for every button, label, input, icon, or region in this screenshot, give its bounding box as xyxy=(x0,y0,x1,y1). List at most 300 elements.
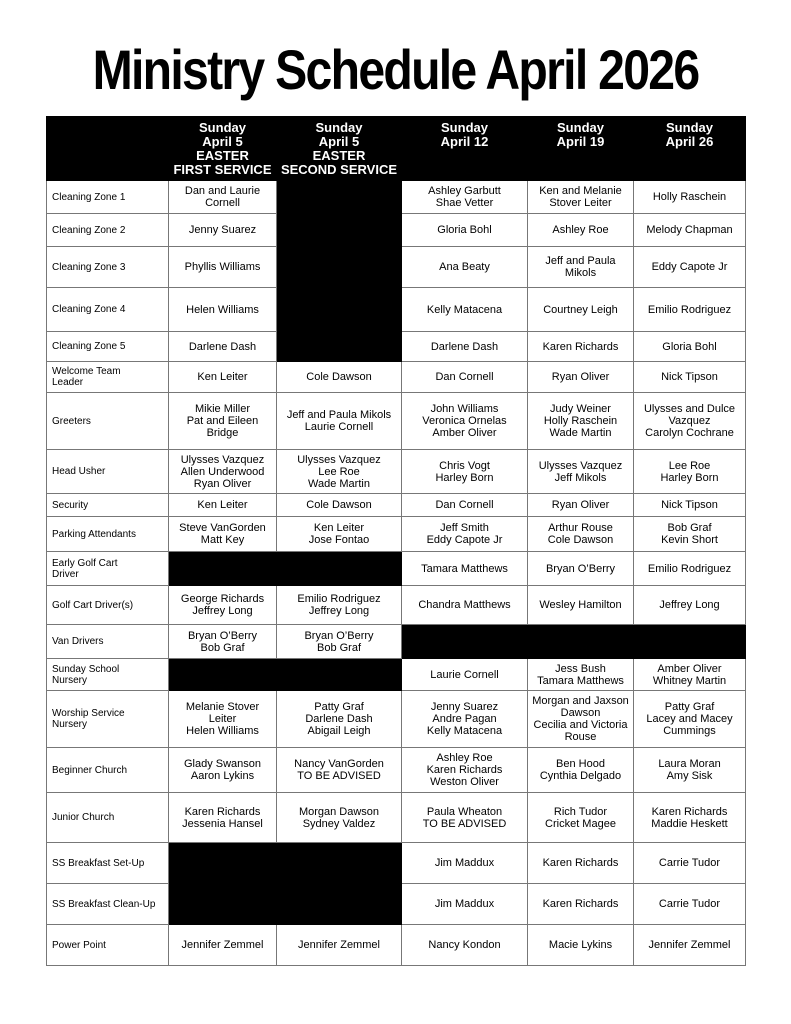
volunteer-name: Ashley Roe xyxy=(436,752,493,764)
row-label-line: Junior Church xyxy=(52,812,115,823)
volunteer-name: Whitney Martin xyxy=(652,674,727,687)
volunteer-name: Cecilia and Victoria xyxy=(533,719,628,731)
volunteer-name: George Richards xyxy=(180,593,265,605)
volunteer-name: Harley Born xyxy=(660,471,719,484)
volunteer-name: Laura Moran xyxy=(658,758,721,770)
row-label xyxy=(47,181,169,214)
schedule-cell xyxy=(528,393,634,450)
schedule-cell xyxy=(402,659,528,691)
header-line: FIRST SERVICE xyxy=(173,162,272,177)
volunteer-name: Nick Tipson xyxy=(661,371,718,383)
blocked-cell xyxy=(169,659,277,691)
schedule-cell xyxy=(277,925,402,966)
volunteer-name: Bob Graf xyxy=(667,522,712,534)
volunteer-name: Matt Key xyxy=(200,534,245,546)
schedule-cell xyxy=(528,517,634,552)
schedule-cell xyxy=(169,214,277,247)
schedule-cell xyxy=(528,450,634,494)
volunteer-name: Patty Graf xyxy=(664,701,715,713)
schedule-cell xyxy=(528,586,634,625)
row-label xyxy=(47,586,169,625)
row-label-line: Golf Cart Driver(s) xyxy=(52,599,134,611)
volunteer-name: TO BE ADVISED xyxy=(422,817,507,830)
schedule-cell xyxy=(634,517,746,552)
row-label-line: Parking Attendants xyxy=(52,528,136,540)
schedule-cell xyxy=(528,362,634,393)
volunteer-name: Karen Richards xyxy=(542,340,619,353)
row-label-line: Leader xyxy=(52,377,84,388)
header-row xyxy=(47,117,746,181)
row-label-line: Driver xyxy=(52,568,79,580)
schedule-cell xyxy=(402,552,528,586)
schedule-cell xyxy=(402,393,528,450)
volunteer-name: Veronica Ornelas xyxy=(422,415,507,427)
volunteer-name: Cornell xyxy=(205,197,240,209)
volunteer-name: Dan Cornell xyxy=(435,499,494,511)
volunteer-name: Amber Oliver xyxy=(432,427,497,439)
schedule-cell xyxy=(277,625,402,659)
volunteer-name: Mikols xyxy=(564,267,597,279)
volunteer-name: Phyllis Williams xyxy=(184,261,261,273)
schedule-cell xyxy=(528,659,634,691)
row-label-line: Security xyxy=(52,499,89,511)
header-cell xyxy=(277,117,402,181)
volunteer-name: Wade Martin xyxy=(549,427,612,439)
volunteer-name: Steve VanGorden xyxy=(179,522,266,534)
schedule-cell xyxy=(277,393,402,450)
volunteer-name: Jeff Mikols xyxy=(554,471,607,484)
volunteer-name: Kelly Matacena xyxy=(426,303,503,316)
header-line: Sunday xyxy=(315,120,363,135)
row-label xyxy=(47,925,169,966)
volunteer-name: Chandra Matthews xyxy=(418,599,511,611)
volunteer-name: Tamara Matthews xyxy=(421,562,508,575)
volunteer-name: Karen Richards xyxy=(542,898,619,910)
volunteer-name: Dan and Laurie xyxy=(184,185,261,197)
volunteer-name: Patty Graf xyxy=(314,701,364,713)
schedule-cell xyxy=(528,691,634,748)
volunteer-name: Nancy VanGorden xyxy=(294,758,384,770)
schedule-cell xyxy=(169,332,277,362)
schedule-cell xyxy=(634,659,746,691)
blocked-cell xyxy=(277,288,402,332)
volunteer-name: Tamara Matthews xyxy=(537,674,624,687)
row-label-line: Greeters xyxy=(52,415,91,427)
volunteer-name: Bryan O’Berry xyxy=(304,629,374,642)
volunteer-name: Holly Raschein xyxy=(652,191,727,203)
schedule-cell xyxy=(634,691,746,748)
blocked-cell xyxy=(277,552,402,586)
volunteer-name: Leiter xyxy=(208,713,237,725)
volunteer-name: Shae Vetter xyxy=(435,197,494,209)
volunteer-name: Lee Roe xyxy=(318,465,360,478)
schedule-cell xyxy=(169,288,277,332)
volunteer-name: Cynthia Delgado xyxy=(539,770,622,782)
header-cell xyxy=(528,117,634,181)
table-row xyxy=(47,393,746,450)
header-cell xyxy=(169,117,277,181)
schedule-cell xyxy=(402,181,528,214)
row-label-line: Cleaning Zone 5 xyxy=(52,341,126,352)
blocked-cell xyxy=(634,625,746,659)
row-label-line: Cleaning Zone 1 xyxy=(52,191,126,203)
row-label xyxy=(47,247,169,288)
schedule-cell xyxy=(634,362,746,393)
blocked-cell xyxy=(277,884,402,925)
volunteer-name: Karen Richards xyxy=(651,805,728,818)
row-label xyxy=(47,517,169,552)
blocked-cell xyxy=(528,625,634,659)
schedule-cell xyxy=(528,288,634,332)
volunteer-name: Ulysses Vazquez xyxy=(180,453,265,466)
volunteer-name: Judy Weiner xyxy=(550,403,611,415)
volunteer-name: Bob Graf xyxy=(200,641,245,654)
schedule-cell xyxy=(169,691,277,748)
volunteer-name: Emilio Rodriguez xyxy=(297,593,381,605)
schedule-cell xyxy=(528,748,634,793)
volunteer-name: Carrie Tudor xyxy=(658,898,721,910)
row-label-line: Cleaning Zone 4 xyxy=(52,304,126,315)
row-label xyxy=(47,362,169,393)
volunteer-name: Jessenia Hansel xyxy=(182,817,263,830)
volunteer-name: Wesley Hamilton xyxy=(539,599,622,611)
volunteer-name: Rich Tudor xyxy=(553,805,608,818)
row-label xyxy=(47,552,169,586)
volunteer-name: Dan Cornell xyxy=(435,371,494,383)
blocked-cell xyxy=(277,659,402,691)
schedule-cell xyxy=(277,748,402,793)
volunteer-name: Bryan O’Berry xyxy=(187,629,258,642)
table-row xyxy=(47,625,746,659)
volunteer-name: Eddy Capote Jr xyxy=(426,534,503,546)
schedule-cell xyxy=(634,214,746,247)
schedule-cell xyxy=(169,393,277,450)
volunteer-name: Macie Lykins xyxy=(548,939,613,951)
row-label xyxy=(47,843,169,884)
row-label xyxy=(47,393,169,450)
volunteer-name: Ulysses Vazquez xyxy=(297,453,381,466)
row-label-line: Cleaning Zone 2 xyxy=(52,224,126,236)
schedule-cell xyxy=(169,362,277,393)
volunteer-name: Ashley Roe xyxy=(552,224,609,236)
volunteer-name: Ryan Oliver xyxy=(193,477,252,490)
volunteer-name: Gloria Bohl xyxy=(662,340,717,353)
volunteer-name: Karen Richards xyxy=(184,805,261,818)
row-label xyxy=(47,793,169,843)
volunteer-name: Darlene Dash xyxy=(305,713,373,725)
blocked-cell xyxy=(169,843,277,884)
table-row xyxy=(47,843,746,884)
table-row xyxy=(47,247,746,288)
header-line: April 12 xyxy=(440,134,489,149)
volunteer-name: Stover Leiter xyxy=(549,197,612,209)
schedule-cell xyxy=(169,247,277,288)
header-line: EASTER xyxy=(196,148,249,163)
volunteer-name: Darlene Dash xyxy=(188,340,257,353)
volunteer-name: Lee Roe xyxy=(668,459,711,472)
row-label-line: Worship Service xyxy=(52,708,125,719)
schedule-cell xyxy=(402,748,528,793)
header-line: EASTER xyxy=(312,148,366,163)
table-row xyxy=(47,288,746,332)
header-corner xyxy=(47,117,169,181)
volunteer-name: Ashley Garbutt xyxy=(428,185,501,197)
row-label-line: Welcome Team xyxy=(52,366,121,377)
row-label xyxy=(47,214,169,247)
page-title: Ministry Schedule April 2026 xyxy=(92,38,699,101)
schedule-cell xyxy=(169,925,277,966)
volunteer-name: Arthur Rouse xyxy=(548,522,613,534)
volunteer-name: Ryan Oliver xyxy=(551,499,610,511)
schedule-cell xyxy=(634,288,746,332)
schedule-cell xyxy=(402,925,528,966)
schedule-cell xyxy=(634,450,746,494)
schedule-cell xyxy=(402,332,528,362)
row-label-line: Nursery xyxy=(52,674,88,686)
volunteer-name: Jennifer Zemmel xyxy=(648,939,731,951)
header-line: Sunday xyxy=(557,120,604,135)
volunteer-name: TO BE ADVISED xyxy=(297,770,381,782)
volunteer-name: Courtney Leigh xyxy=(543,303,618,316)
volunteer-name: Vazquez xyxy=(668,415,711,427)
volunteer-name: Ken Leiter xyxy=(197,499,248,511)
blocked-cell xyxy=(169,552,277,586)
schedule-cell xyxy=(402,691,528,748)
schedule-cell xyxy=(402,843,528,884)
schedule-cell xyxy=(402,247,528,288)
table-row xyxy=(47,450,746,494)
table-row xyxy=(47,659,746,691)
schedule-cell xyxy=(528,843,634,884)
row-label xyxy=(47,494,169,517)
schedule-cell xyxy=(402,214,528,247)
row-label-line: Cleaning Zone 3 xyxy=(52,261,126,273)
table-row xyxy=(47,884,746,925)
schedule-cell xyxy=(634,884,746,925)
row-label xyxy=(47,659,169,691)
volunteer-name: Jennifer Zemmel xyxy=(298,939,380,951)
row-label-line: Sunday School xyxy=(52,663,120,675)
schedule-cell xyxy=(528,494,634,517)
schedule-cell xyxy=(528,884,634,925)
volunteer-name: Nancy Kondon xyxy=(428,939,501,951)
schedule-cell xyxy=(634,247,746,288)
schedule-cell xyxy=(277,450,402,494)
table-row xyxy=(47,332,746,362)
schedule-cell xyxy=(169,625,277,659)
volunteer-name: Jim Maddux xyxy=(434,857,495,869)
volunteer-name: Ryan Oliver xyxy=(551,371,610,383)
schedule-cell xyxy=(169,181,277,214)
header-line: Sunday xyxy=(441,120,488,135)
volunteer-name: Sydney Valdez xyxy=(302,817,376,830)
blocked-cell xyxy=(277,247,402,288)
volunteer-name: Morgan and Jaxson xyxy=(532,695,629,707)
volunteer-name: Andre Pagan xyxy=(432,713,497,725)
schedule-cell xyxy=(402,494,528,517)
volunteer-name: Jeffrey Long xyxy=(192,605,253,617)
volunteer-name: Aaron Lykins xyxy=(190,770,255,782)
blocked-cell xyxy=(169,884,277,925)
volunteer-name: Dawson xyxy=(560,707,601,719)
schedule-cell xyxy=(528,552,634,586)
volunteer-name: Harley Born xyxy=(435,471,494,484)
volunteer-name: Allen Underwood xyxy=(180,465,265,478)
schedule-cell xyxy=(634,552,746,586)
table-row xyxy=(47,362,746,393)
row-label-line: SS Breakfast Set-Up xyxy=(52,857,145,869)
volunteer-name: Carrie Tudor xyxy=(658,857,721,869)
row-label-line: SS Breakfast Clean-Up xyxy=(52,898,156,910)
schedule-cell xyxy=(402,517,528,552)
row-label xyxy=(47,691,169,748)
schedule-cell xyxy=(277,362,402,393)
schedule-cell xyxy=(634,843,746,884)
volunteer-name: Pat and Eileen xyxy=(186,415,259,427)
row-label xyxy=(47,625,169,659)
table-row xyxy=(47,586,746,625)
volunteer-name: Laurie Cornell xyxy=(304,421,374,433)
volunteer-name: Gloria Bohl xyxy=(437,224,492,236)
volunteer-name: Nick Tipson xyxy=(661,499,718,511)
schedule-cell xyxy=(277,793,402,843)
schedule-cell xyxy=(169,586,277,625)
volunteer-name: Carolyn Cochrane xyxy=(645,427,734,439)
header-line: April 5 xyxy=(202,134,243,149)
blocked-cell xyxy=(277,181,402,214)
schedule-cell xyxy=(277,586,402,625)
header-line: April 5 xyxy=(318,134,360,149)
volunteer-name: Helen Williams xyxy=(186,303,259,316)
schedule-cell xyxy=(634,586,746,625)
schedule-cell xyxy=(277,691,402,748)
volunteer-name: Ulysses and Dulce xyxy=(643,403,736,415)
volunteer-name: Chris Vogt xyxy=(439,459,490,472)
volunteer-name: Maddie Heskett xyxy=(651,817,728,830)
volunteer-name: Cole Dawson xyxy=(547,534,614,546)
header-line: Sunday xyxy=(666,120,713,135)
header-line: April 26 xyxy=(665,134,714,149)
schedule-cell xyxy=(402,793,528,843)
schedule-cell xyxy=(169,450,277,494)
row-label-line: Early Golf Cart xyxy=(52,557,118,569)
volunteer-name: Jeff Smith xyxy=(440,522,489,534)
volunteer-name: Weston Oliver xyxy=(430,776,499,788)
table-row xyxy=(47,793,746,843)
volunteer-name: Cole Dawson xyxy=(306,371,372,383)
volunteer-name: Bridge xyxy=(206,427,239,439)
blocked-cell xyxy=(277,214,402,247)
volunteer-name: Jeff and Paula Mikols xyxy=(286,409,392,421)
volunteer-name: Bryan O’Berry xyxy=(545,562,616,575)
volunteer-name: Jenny Suarez xyxy=(430,701,499,713)
blocked-cell xyxy=(277,332,402,362)
schedule-cell xyxy=(402,450,528,494)
row-label-line: Power Point xyxy=(52,939,106,951)
row-label xyxy=(47,288,169,332)
volunteer-name: Glady Swanson xyxy=(183,758,262,770)
volunteer-name: Holly Raschein xyxy=(543,415,618,427)
volunteer-name: Melody Chapman xyxy=(646,224,733,236)
volunteer-name: Rouse xyxy=(564,731,597,743)
blocked-cell xyxy=(277,843,402,884)
schedule-cell xyxy=(528,332,634,362)
table-row xyxy=(47,181,746,214)
volunteer-name: Wade Martin xyxy=(308,477,370,490)
schedule-cell xyxy=(634,793,746,843)
volunteer-name: Ben Hood xyxy=(556,758,605,770)
volunteer-name: Laurie Cornell xyxy=(430,668,499,681)
schedule-cell xyxy=(277,494,402,517)
volunteer-name: Emilio Rodriguez xyxy=(647,303,732,316)
volunteer-name: Emilio Rodriguez xyxy=(647,562,732,575)
volunteer-name: Lacey and Macey xyxy=(646,713,733,725)
schedule-cell xyxy=(169,494,277,517)
schedule-cell xyxy=(402,288,528,332)
schedule-cell xyxy=(402,586,528,625)
table-row xyxy=(47,691,746,748)
header-line: SECOND SERVICE xyxy=(280,162,398,177)
row-label xyxy=(47,332,169,362)
schedule-cell xyxy=(169,748,277,793)
table-row xyxy=(47,925,746,966)
header-line: Sunday xyxy=(199,120,246,135)
row-label-line: Head Usher xyxy=(52,466,106,477)
schedule-body xyxy=(47,181,746,966)
schedule-cell xyxy=(634,748,746,793)
header-cell xyxy=(402,117,528,181)
table-row xyxy=(47,517,746,552)
volunteer-name: Amy Sisk xyxy=(666,770,713,782)
volunteer-name: Karen Richards xyxy=(542,857,619,869)
row-label xyxy=(47,748,169,793)
table-row xyxy=(47,552,746,586)
table-row xyxy=(47,748,746,793)
volunteer-name: Cole Dawson xyxy=(306,499,372,511)
volunteer-name: Eddy Capote Jr xyxy=(651,261,728,273)
table-row xyxy=(47,214,746,247)
row-label xyxy=(47,884,169,925)
volunteer-name: Ken Leiter xyxy=(197,371,248,383)
schedule-cell xyxy=(528,793,634,843)
schedule-cell xyxy=(528,214,634,247)
volunteer-name: Jeffrey Long xyxy=(308,605,370,617)
volunteer-name: Kelly Matacena xyxy=(426,725,503,737)
volunteer-name: Jim Maddux xyxy=(434,898,495,910)
blocked-cell xyxy=(402,625,528,659)
volunteer-name: Jennifer Zemmel xyxy=(181,939,264,951)
schedule-table xyxy=(46,116,746,966)
volunteer-name: Mikie Miller xyxy=(195,403,250,415)
volunteer-name: Darlene Dash xyxy=(430,340,499,353)
volunteer-name: Jose Fontao xyxy=(308,534,370,546)
schedule-cell xyxy=(402,362,528,393)
schedule-cell xyxy=(528,247,634,288)
volunteer-name: Karen Richards xyxy=(426,764,503,776)
schedule-cell xyxy=(634,393,746,450)
schedule-cell xyxy=(169,517,277,552)
table-row xyxy=(47,494,746,517)
schedule-cell xyxy=(634,925,746,966)
volunteer-name: Cummings xyxy=(663,725,716,737)
row-label-line: Nursery xyxy=(52,719,88,730)
row-label-line: Van Drivers xyxy=(52,636,104,647)
schedule-cell xyxy=(169,793,277,843)
volunteer-name: Ken Leiter xyxy=(313,522,365,534)
schedule-cell xyxy=(528,925,634,966)
volunteer-name: John Williams xyxy=(430,403,499,415)
header-cell xyxy=(634,117,746,181)
